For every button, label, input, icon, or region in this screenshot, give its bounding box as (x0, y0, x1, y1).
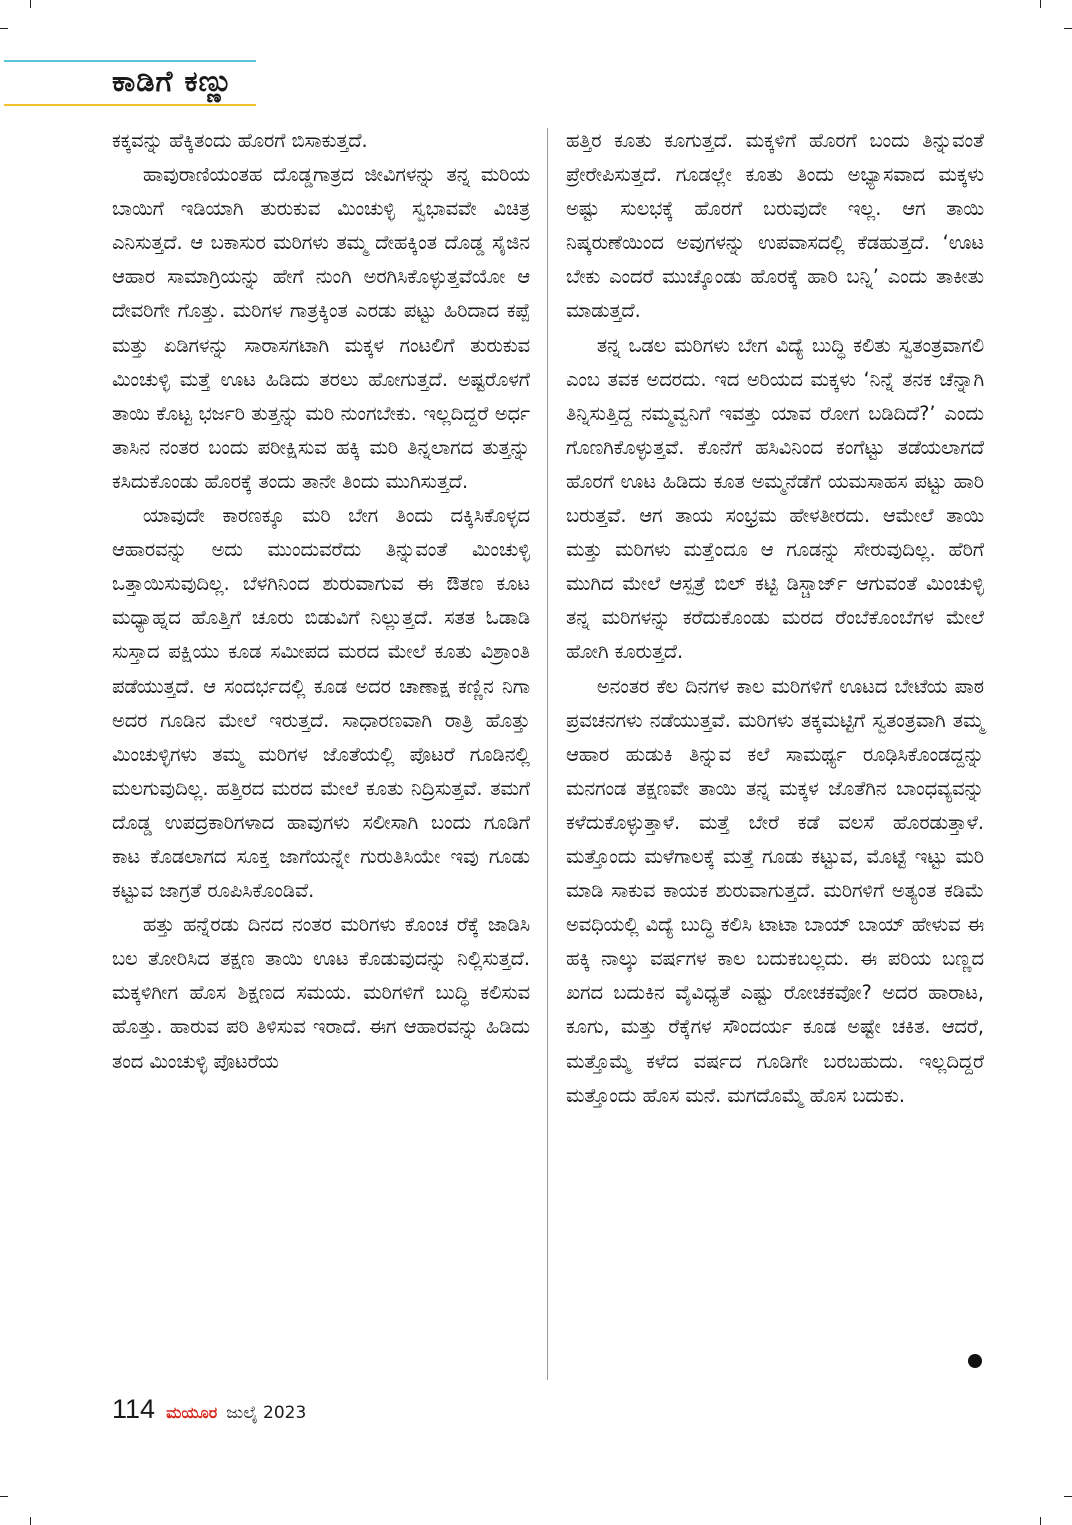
page-number: 114 (112, 1394, 156, 1424)
paragraph: ತನ್ನ ಒಡಲ ಮರಿಗಳು ಬೇಗ ವಿದ್ಯೆ ಬುದ್ಧಿ ಕಲಿತು ಸ್ವತಂತ್ರವಾಗಲಿ ಎಂಬ ತವಕ ಅದರದು. ಇದ ಅರಿಯದ ಮಕ್ಕಳು ‘ನಿನ್ನೆ ತನಕ ಚೆನ್ನಾಗಿ ತಿನ್ನಿಸುತ್ತಿದ್ದ ನಮ್ಮವ್ವನಿಗೆ ಇವತ್ತು ಯಾವ ರೋಗ ಬಡಿದಿದೆ?’ ಎಂದು ಗೊಣಗಿಕೊಳ್ಳುತ್ತವೆ. ಕೊನೆಗೆ ಹಸಿವಿನಿಂದ ಕಂಗೆಟ್ಟು ತಡೆಯಲಾಗದೆ ಹೊರಗೆ ಊಟ ಹಿಡಿದು ಕೂತ ಅಮ್ಮನೆಡೆಗೆ ಯಮಸಾಹಸ ಪಟ್ಟು ಹಾರಿ ಬರುತ್ತವೆ. ಆಗ ತಾಯ ಸಂಭ್ರಮ ಹೇಳತೀರದು. ಆಮೇಲೆ ತಾಯಿ ಮತ್ತು ಮರಿಗಳು ಮತ್ತೆಂದೂ ಆ ಗೂಡನ್ನು ಸೇರುವುದಿಲ್ಲ. ಹೆರಿಗೆ ಮುಗಿದ ಮೇಲೆ ಆಸ್ಪತ್ರೆ ಬಿಲ್ ಕಟ್ಟಿ ಡಿಸ್ಚಾರ್ಜ್ ಆಗುವಂತೆ ಮಿಂಚುಳ್ಳಿ ತನ್ನ ಮರಿಗಳನ್ನು ಕರೆದುಕೊಂಡು ಮರದ ರೆಂಬೆಕೊಂಬೆಗಳ ಮೇಲೆ ಹೋಗಿ ಕೂರುತ್ತದೆ. (566, 333, 984, 664)
paragraph: ಅನಂತರ ಕೆಲ ದಿನಗಳ ಕಾಲ ಮರಿಗಳಿಗೆ ಊಟದ ಬೇಟೆಯ ಪಾಠ ಪ್ರವಚನಗಳು ನಡೆಯುತ್ತವೆ. ಮರಿಗಳು ತಕ್ಕಮಟ್ಟಿಗೆ ಸ್ವತಂತ್ರವಾಗಿ ತಮ್ಮ ಆಹಾರ ಹುಡುಕಿ ತಿನ್ನುವ ಕಲೆ ಸಾಮರ್ಥ್ಯ ರೂಢಿಸಿಕೊಂಡದ್ದನ್ನು ಮನಗಂಡ ತಕ್ಷಣವೇ ತಾಯಿ ತನ್ನ ಮಕ್ಕಳ ಜೊತೆಗಿನ ಬಾಂಧವ್ಯವನ್ನು ಕಳೆದುಕೊಳ್ಳುತ್ತಾಳೆ. ಮತ್ತೆ ಬೇರೆ ಕಡೆ ವಲಸೆ ಹೊರಡುತ್ತಾಳೆ. ಮತ್ತೊಂದು ಮಳೆಗಾಲಕ್ಕೆ ಮತ್ತೆ ಗೂಡು ಕಟ್ಟುವ, ಮೊಟ್ಟೆ ಇಟ್ಟು ಮರಿ ಮಾಡಿ ಸಾಕುವ ಕಾಯಕ ಶುರುವಾಗುತ್ತದೆ. ಮರಿಗಳಿಗೆ ಅತ್ಯಂತ ಕಡಿಮೆ ಅವಧಿಯಲ್ಲಿ ವಿದ್ಯೆ ಬುದ್ಧಿ ಕಲಿಸಿ ಟಾಟಾ ಬಾಯ್ ಬಾಯ್ ಹೇಳುವ ಈ ಹಕ್ಕಿ ನಾಲ್ಕು ವರ್ಷಗಳ ಕಾಲ ಬದುಕಬಲ್ಲದು. ಈ ಪರಿಯ ಬಣ್ಣದ ಖಗದ ಬದುಕಿನ ವೈವಿಧ್ಯತೆ ಎಷ್ಟು ರೋಚಕವೋ? ಅದರ ಹಾರಾಟ, ಕೂಗು, ಮತ್ತು ರೆಕ್ಕೆಗಳ ಸೌಂದರ್ಯ ಕೂಡ ಅಷ್ಟೇ ಚಕಿತ. ಆದರೆ, ಮತ್ತೊಮ್ಮೆ ಕಳೆದ ವರ್ಷದ ಗೂಡಿಗೇ ಬರಬಹುದು. ಇಲ್ಲದಿದ್ದರೆ ಮತ್ತೊಂದು ಹೊಸ ಮನೆ. ಮಗದೊಮ್ಮೆ ಹೊಸ ಬದುಕು. (566, 674, 984, 1107)
paragraph: ಹತ್ತಿರ ಕೂತು ಕೂಗುತ್ತದೆ. ಮಕ್ಕಳಿಗೆ ಹೊರಗೆ ಬಂದು ತಿನ್ನುವಂತೆ ಪ್ರೇರೇಪಿಸುತ್ತದೆ. ಗೂಡಲ್ಲೇ ಕೂತು ತಿಂದು ಅಭ್ಯಾಸವಾದ ಮಕ್ಕಳು ಅಷ್ಟು ಸುಲಭಕ್ಕೆ ಹೊರಗೆ ಬರುವುದೇ ಇಲ್ಲ. ಆಗ ತಾಯಿ ನಿಷ್ಕರುಣೆಯಿಂದ ಅವುಗಳನ್ನು ಉಪವಾಸದಲ್ಲಿ ಕೆಡಹುತ್ತದೆ. ‘ಊಟ ಬೇಕು ಎಂದರೆ ಮುಚ್ಕೊಂಡು ಹೊರಕ್ಕೆ ಹಾರಿ ಬನ್ನಿ’ ಎಂದು ತಾಕೀತು ಮಾಡುತ್ತದೆ. (566, 129, 984, 323)
paragraph: ಹಾವುರಾಣಿಯಂತಹ ದೊಡ್ಡಗಾತ್ರದ ಜೀವಿಗಳನ್ನು ತನ್ನ ಮರಿಯ ಬಾಯಿಗೆ ಇಡಿಯಾಗಿ ತುರುಕುವ ಮಿಂಚುಳ್ಳಿ ಸ್ವಭಾವವೇ ವಿಚಿತ್ರ ಎನಿಸುತ್ತದೆ. ಆ ಬಕಾಸುರ ಮರಿಗಳು ತಮ್ಮ ದೇಹಕ್ಕಿಂತ ದೊಡ್ಡ ಸೈಜಿನ ಆಹಾರ ಸಾಮಾಗ್ರಿಯನ್ನು ಹೇಗೆ ನುಂಗಿ ಅರಗಿಸಿಕೊಳ್ಳುತ್ತವೆಯೋ ಆ ದೇವರಿಗೇ ಗೊತ್ತು. ಮರಿಗಳ ಗಾತ್ರಕ್ಕಿಂತ ಎರಡು ಪಟ್ಟು ಹಿರಿದಾದ ಕಪ್ಪೆ ಮತ್ತು ಏಡಿಗಳನ್ನು ಸಾರಾಸಗಟಾಗಿ ಮಕ್ಕಳ ಗಂಟಲಿಗೆ ತುರುಕುವ ಮಿಂಚುಳ್ಳಿ ಮತ್ತೆ ಊಟ ಹಿಡಿದು ತರಲು ಹೋಗುತ್ತದೆ. ಅಷ್ಟರೊಳಗೆ ತಾಯಿ ಕೊಟ್ಟ ಭರ್ಜರಿ ತುತ್ತನ್ನು ಮರಿ ನುಂಗಬೇಕು. ಇಲ್ಲದಿದ್ದರೆ ಅರ್ಧ ತಾಸಿನ ನಂತರ ಬಂದು ಪರೀಕ್ಷಿಸುವ ಹಕ್ಕಿ ಮರಿ ತಿನ್ನಲಾಗದ ತುತ್ತನ್ನು ಕಸಿದುಕೊಂಡು ಹೊರಕ್ಕೆ ತಂದು ತಾನೇ ತಿಂದು ಮುಗಿಸುತ್ತದೆ. (112, 163, 530, 493)
crop-mark (0, 28, 8, 29)
header-bottom-rule (4, 104, 256, 106)
paragraph: ಕಕ್ಕವನ್ನು ಹೆಕ್ಕಿತಂದು ಹೊರಗೆ ಬಿಸಾಕುತ್ತದೆ. (112, 129, 368, 152)
crop-mark (30, 0, 31, 8)
page-footer (112, 1394, 306, 1425)
left-column (112, 124, 530, 1079)
crop-mark (1040, 0, 1041, 8)
paragraph: ಯಾವುದೇ ಕಾರಣಕ್ಕೂ ಮರಿ ಬೇಗ ತಿಂದು ದಕ್ಕಿಸಿಕೊಳ್ಳದ ಆಹಾರವನ್ನು ಅದು ಮುಂದುವರೆದು ತಿನ್ನುವಂತೆ ಮಿಂಚುಳ್ಳಿ ಒತ್ತಾಯಿಸುವುದಿಲ್ಲ. ಬೆಳಗಿನಿಂದ ಶುರುವಾಗುವ ಈ ಔತಣ ಕೂಟ ಮಧ್ಯಾಹ್ನದ ಹೊತ್ತಿಗೆ ಚೂರು ಬಿಡುವಿಗೆ ನಿಲ್ಲುತ್ತದೆ. ಸತತ ಓಡಾಡಿ ಸುಸ್ತಾದ ಪಕ್ಷಿಯು ಕೂಡ ಸಮೀಪದ ಮರದ ಮೇಲೆ ಕೂತು ವಿಶ್ರಾಂತಿ ಪಡೆಯುತ್ತದೆ. ಆ ಸಂದರ್ಭದಲ್ಲಿ ಕೂಡ ಅದರ ಚಾಣಾಕ್ಷ ಕಣ್ಣಿನ ನಿಗಾ ಅದರ ಗೂಡಿನ ಮೇಲೆ ಇರುತ್ತದೆ. ಸಾಧಾರಣವಾಗಿ ರಾತ್ರಿ ಹೊತ್ತು ಮಿಂಚುಳ್ಳಿಗಳು ತಮ್ಮ ಮರಿಗಳ ಜೊತೆಯಲ್ಲಿ ಪೊಟರೆ ಗೂಡಿನಲ್ಲಿ ಮಲಗುವುದಿಲ್ಲ. ಹತ್ತಿರದ ಮರದ ಮೇಲೆ ಕೂತು ನಿದ್ರಿಸುತ್ತವೆ. ತಮಗೆ ದೊಡ್ಡ ಉಪದ್ರಕಾರಿಗಳಾದ ಹಾವುಗಳು ಸಲೀಸಾಗಿ ಬಂದು ಗೂಡಿಗೆ ಕಾಟ ಕೊಡಲಾಗದ ಸೂಕ್ತ ಜಾಗೆಯನ್ನೇ ಗುರುತಿಸಿಯೇ ಇವು ಗೂಡು ಕಟ್ಟುವ ಜಾಗ್ರತೆ ರೂಪಿಸಿಕೊಂಡಿವೆ. (112, 504, 530, 903)
section-title: ಕಾಡಿಗೆ ಕಣ್ಣು (112, 64, 234, 98)
right-column (566, 124, 984, 1113)
article-end-mark (968, 1354, 982, 1368)
crop-mark (30, 1517, 31, 1525)
column-divider (547, 128, 548, 1380)
issue-date: ಜುಲೈ 2023 (226, 1403, 307, 1423)
crop-mark (1064, 1496, 1072, 1497)
magazine-name: ಮಯೂರ (166, 1403, 218, 1422)
crop-mark (1064, 28, 1072, 29)
crop-mark (0, 1496, 8, 1497)
header-top-rule (4, 60, 256, 62)
paragraph: ಹತ್ತು ಹನ್ನೆರಡು ದಿನದ ನಂತರ ಮರಿಗಳು ಕೊಂಚ ರೆಕ್ಕೆ ಜಾಡಿಸಿ ಬಲ ತೋರಿಸಿದ ತಕ್ಷಣ ತಾಯಿ ಊಟ ಕೊಡುವುದನ್ನು ನಿಲ್ಲಿಸುತ್ತದೆ. ಮಕ್ಕಳಿಗೀಗ ಹೊಸ ಶಿಕ್ಷಣದ ಸಮಯ. ಮರಿಗಳಿಗೆ ಬುದ್ಧಿ ಕಲಿಸುವ ಹೊತ್ತು. ಹಾರುವ ಪರಿ ತಿಳಿಸುವ ಇರಾದೆ. ಈಗ ಆಹಾರವನ್ನು ಹಿಡಿದು ತಂದ ಮಿಂಚುಳ್ಳಿ ಪೊಟರೆಯ (112, 913, 530, 1073)
crop-mark (1040, 1517, 1041, 1525)
